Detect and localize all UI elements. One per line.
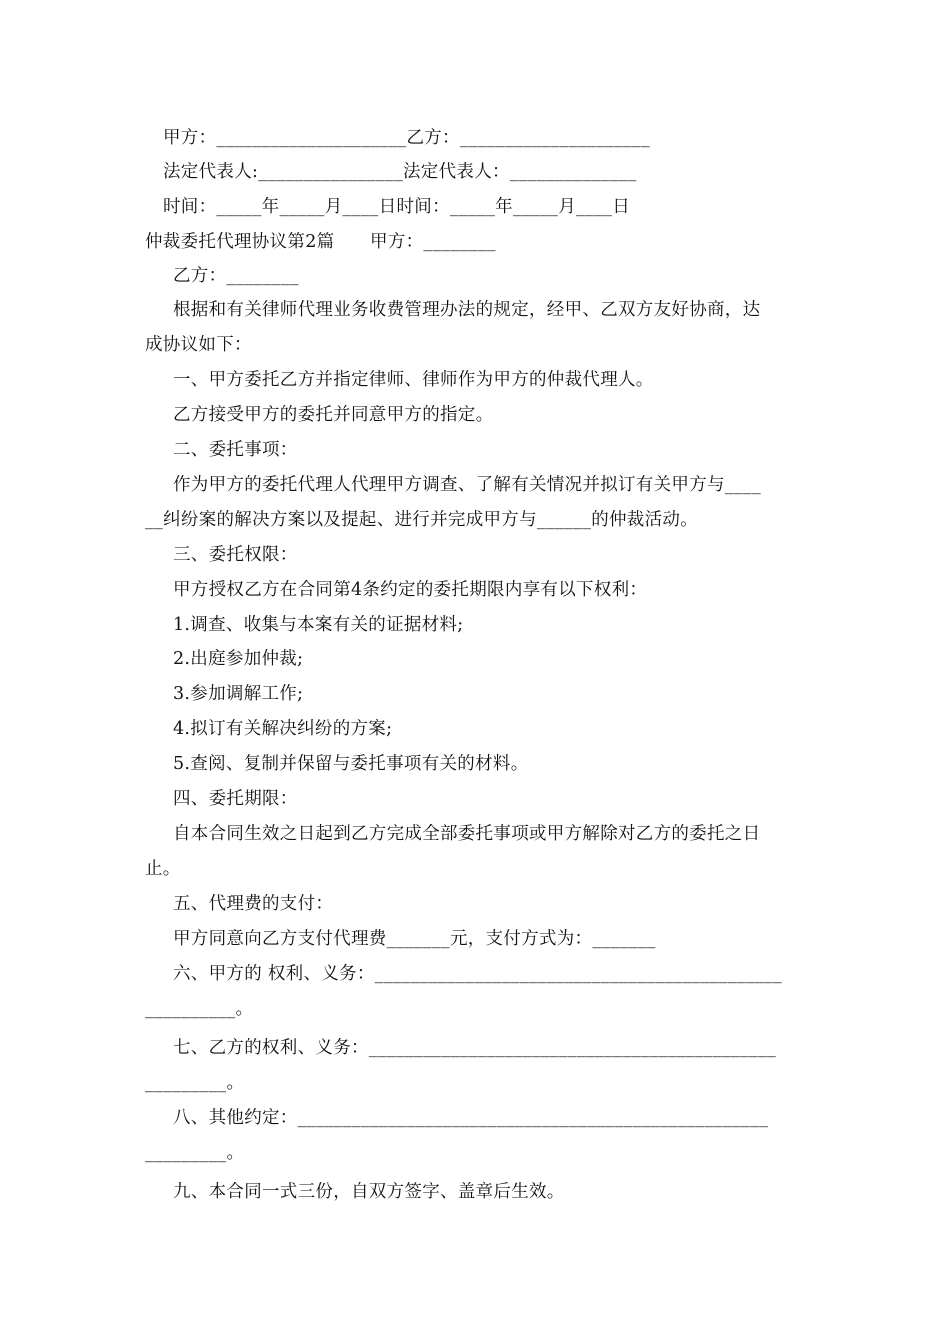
clause-3-item: 3.参加调解工作; — [173, 684, 304, 704]
clause-6-line-1: 六、甲方的 权利、义务：_____________________________________________ — [173, 964, 782, 984]
clause-4-title: 四、委托期限： — [173, 789, 298, 809]
clause-8-line-1: 八、其他约定：____________________________________________________ — [173, 1108, 769, 1128]
intro-paragraph-line-2: 成协议如下： — [145, 335, 252, 355]
clause-6-line-2: __________。 — [145, 999, 254, 1019]
clause-2-body-line-1: 作为甲方的委托代理人代理甲方调查、了解有关情况并拟订有关甲方与____ — [173, 475, 761, 495]
party-signature-line: 甲方：_____________________乙方：_____________________ — [163, 128, 650, 148]
clause-3-item: 2.出庭参加仲裁; — [173, 649, 304, 669]
clause-2-body-line-2: __纠纷案的解决方案以及提起、进行并完成甲方与______的仲裁活动。 — [145, 510, 698, 530]
clause-3-intro: 甲方授权乙方在合同第4条约定的委托期限内享有以下权利： — [173, 580, 648, 600]
clause-3-item: 4.拟订有关解决纠纷的方案; — [173, 719, 393, 739]
clause-2-title: 二、委托事项： — [173, 440, 298, 460]
intro-paragraph-line-1: 根据和有关律师代理业务收费管理办法的规定，经甲、乙双方友好协商，达 — [173, 300, 761, 320]
legal-representative-line: 法定代表人:________________法定代表人：______________ — [163, 162, 637, 182]
clause-7-line-1: 七、乙方的权利、义务：_____________________________________________ — [173, 1038, 777, 1058]
clause-3-title: 三、委托权限： — [173, 545, 298, 565]
party-b-line: 乙方：________ — [173, 266, 299, 286]
clause-7-line-2: _________。 — [145, 1073, 245, 1093]
clause-3-item: 1.调查、收集与本案有关的证据材料; — [173, 615, 464, 635]
clause-1-body: 乙方接受甲方的委托并同意甲方的指定。 — [173, 405, 494, 425]
clause-4-body-line-1: 自本合同生效之日起到乙方完成全部委托事项或甲方解除对乙方的委托之日 — [173, 824, 761, 844]
clause-4-body-line-2: 止。 — [145, 859, 181, 879]
signature-date-line: 时间：_____年_____月____日时间：_____年_____月____日 — [163, 197, 630, 217]
clause-5-title: 五、代理费的支付： — [173, 894, 334, 914]
clause-8-line-2: _________。 — [145, 1143, 245, 1163]
agreement-heading-line: 仲裁委托代理协议第2篇 甲方：________ — [145, 232, 496, 252]
clause-5-body: 甲方同意向乙方支付代理费_______元，支付方式为：_______ — [173, 929, 656, 949]
clause-9: 九、本合同一式三份，自双方签字、盖章后生效。 — [173, 1182, 565, 1202]
clause-1-title: 一、甲方委托乙方并指定律师、律师作为甲方的仲裁代理人。 — [173, 370, 654, 390]
clause-3-item: 5.查阅、复制并保留与委托事项有关的材料。 — [173, 754, 529, 774]
